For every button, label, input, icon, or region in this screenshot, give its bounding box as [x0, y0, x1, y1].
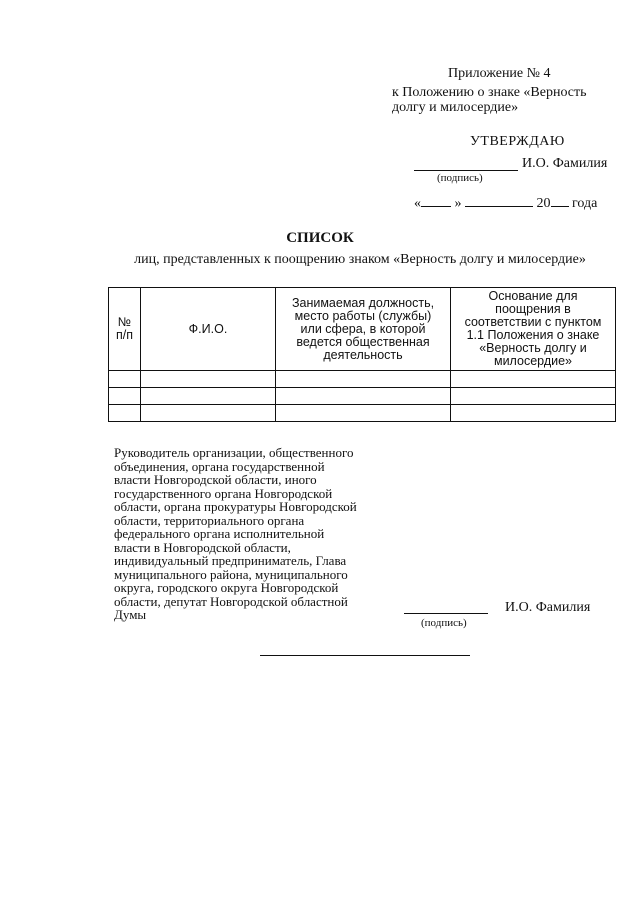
- signer-organization-line: государственного органа Новгородской: [114, 485, 333, 501]
- header-line: ведется общественная: [296, 334, 430, 349]
- header-line: №: [117, 315, 132, 329]
- table-cell: [276, 388, 451, 405]
- signer-organization-line: власти в Новгородской области,: [114, 539, 291, 555]
- approval-signature-caption: (подпись): [437, 172, 483, 184]
- nominees-table: [108, 287, 616, 422]
- header-number: [109, 288, 141, 371]
- table-cell: [451, 405, 616, 422]
- header-line: соответствии с пунктом: [464, 315, 602, 329]
- signer-organization-line: объединения, органа государственной: [114, 458, 325, 474]
- date-quote-open: «: [414, 196, 421, 211]
- signer-organization-line: федерального органа исполнительной: [114, 526, 325, 541]
- signer-organization-line: области, территориального органа: [114, 512, 305, 528]
- header-line: место работы (службы): [294, 308, 432, 323]
- table-row: [109, 405, 616, 422]
- table-cell: [109, 371, 141, 388]
- table-cell: [109, 405, 141, 422]
- header-line: поощрения в: [495, 302, 571, 316]
- approval-heading: УТВЕРЖДАЮ: [470, 134, 565, 149]
- date-year-blank: [551, 194, 569, 207]
- header-line: Занимаемая должность,: [291, 295, 435, 310]
- signer-fio: И.О. Фамилия: [505, 600, 591, 615]
- table-cell: [451, 371, 616, 388]
- table-row: [109, 388, 616, 405]
- signer-organization-line: Руководитель организации, общественного: [114, 445, 354, 460]
- signer-signature-caption: (подпись): [421, 617, 467, 629]
- table-cell: [109, 388, 141, 405]
- header-line: или сфера, в которой: [300, 321, 426, 336]
- table-header-row: [109, 288, 616, 371]
- signer-organization-line: власти Новгородской области, иного: [114, 472, 317, 487]
- signer-organization-text: [114, 446, 389, 622]
- header-position: [276, 288, 451, 371]
- header-line: Основание для: [488, 289, 578, 303]
- signer-organization-line: области, органа прокуратуры Новгородской: [114, 499, 357, 514]
- date-year-prefix: 20: [536, 196, 551, 211]
- date-year-suffix: года: [572, 196, 598, 211]
- table-cell: [451, 388, 616, 405]
- signer-signature-line: [404, 613, 488, 614]
- appendix-reference-line-1: к Положению о знаке «Верность: [392, 85, 587, 100]
- header-line: п/п: [115, 328, 133, 342]
- header-line: «Верность долгу и: [479, 341, 587, 355]
- table-cell: [141, 388, 276, 405]
- table-cell: [141, 371, 276, 388]
- table-row: [109, 371, 616, 388]
- table-cell: [276, 371, 451, 388]
- approval-fio: И.О. Фамилия: [522, 156, 608, 171]
- appendix-title: Приложение № 4: [448, 66, 551, 81]
- header-line: милосердие»: [493, 354, 572, 368]
- document-title: СПИСОК: [286, 230, 354, 246]
- header-basis: [451, 288, 616, 371]
- table-cell: [276, 405, 451, 422]
- approval-date-line: [414, 194, 597, 212]
- signer-organization-line: округа, городского округа Новгородской: [114, 580, 339, 595]
- signer-organization-line: области, депутат Новгородской областной: [114, 593, 348, 609]
- document-subtitle: лиц, представленных к поощрению знаком «Верность долгу и милосердие»: [134, 252, 586, 267]
- header-fio: [141, 288, 276, 371]
- approval-signature-line: [414, 170, 518, 171]
- date-quote-close: »: [454, 196, 462, 211]
- header-line: деятельность: [323, 347, 403, 362]
- appendix-reference-line-2: долгу и милосердие»: [392, 100, 519, 115]
- closing-separator-line: [260, 655, 470, 656]
- table-cell: [141, 405, 276, 422]
- date-month-blank: [465, 194, 533, 207]
- header-line: 1.1 Положения о знаке: [466, 328, 600, 342]
- header-line: Ф.И.О.: [188, 321, 228, 336]
- signer-organization-line: муниципального района, муниципального: [114, 566, 348, 582]
- signer-organization-line: Думы: [114, 607, 147, 622]
- date-day-blank: [421, 194, 451, 207]
- signer-organization-line: индивидуальный предприниматель, Глава: [114, 553, 347, 568]
